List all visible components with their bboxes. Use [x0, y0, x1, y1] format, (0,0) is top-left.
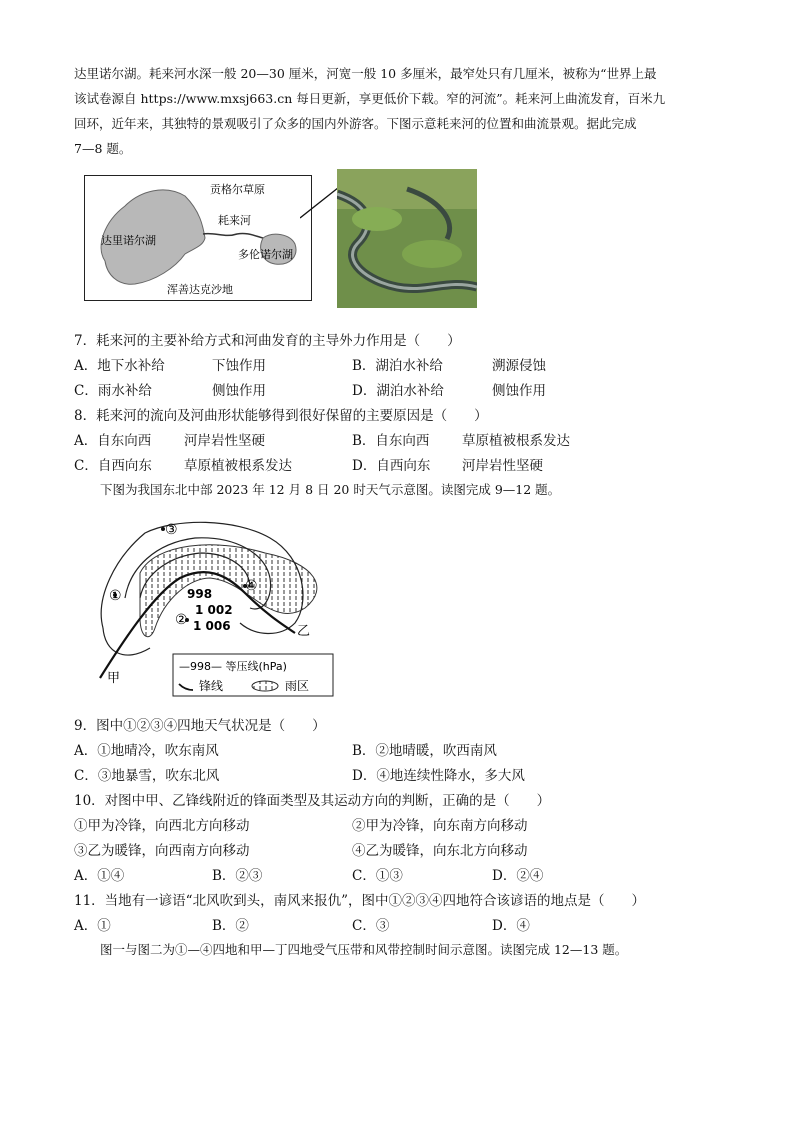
q9-stem: 9．图中①②③④四地天气状况是（ ）	[74, 718, 326, 734]
q8-option-d-b: 河岸岩性坚硬	[462, 458, 543, 474]
q7-option-d[interactable]: D．湖泊水补给	[352, 383, 444, 399]
q7-option-a[interactable]: A．地下水补给	[74, 358, 165, 374]
intro-line-4: 7—8 题。	[74, 141, 132, 156]
pressure-belt-intro: 图一与图二为①—④四地和甲—丁四地受气压带和风带控制时间示意图。读图完成 12—13 题。	[100, 942, 628, 957]
map-label-hunshandake: 浑善达克沙地	[167, 283, 233, 296]
q8-stem: 8．耗来河的流向及河曲形状能够得到很好保留的主要原因是（ ）	[74, 408, 488, 424]
q10-statement-1: ①甲为冷锋，向西北方向移动	[74, 818, 250, 834]
isobar-998-label: 998	[187, 587, 213, 601]
intro-line-1: 达里诺尔湖。耗来河水深一般 20—30 厘米，河宽一般 10 多厘米，最窄处只有几厘米，被称为“世界上最	[74, 66, 657, 81]
place-4-label: ④	[245, 578, 258, 594]
river-location-map	[84, 175, 312, 301]
legend-isobar: —998— 等压线(hPa)	[179, 660, 287, 673]
legend-front: 锋线	[199, 679, 224, 693]
q11-option-d[interactable]: D．④	[492, 918, 530, 934]
hailai-river-line	[203, 233, 263, 238]
q10-statement-2: ②甲为冷锋，向东南方向移动	[352, 818, 528, 834]
q9-option-d[interactable]: D．④地连续性降水，多大风	[352, 768, 525, 784]
legend-rain: 雨区	[285, 679, 310, 693]
q8-option-b-b: 草原植被根系发达	[462, 433, 570, 449]
q10-option-a[interactable]: A．①④	[74, 868, 125, 884]
q7-option-c[interactable]: C．雨水补给	[74, 383, 152, 399]
weather-diagram	[95, 518, 345, 698]
q8-option-c-b: 草原植被根系发达	[184, 458, 292, 474]
q7-option-b-b: 溯源侵蚀	[492, 358, 546, 374]
place-3-label: ③	[165, 522, 178, 538]
q8-option-d[interactable]: D．自西向东	[352, 458, 431, 474]
q10-option-d[interactable]: D．②④	[492, 868, 544, 884]
q8-option-c[interactable]: C．自西向东	[74, 458, 152, 474]
q7-option-d-b: 侧蚀作用	[492, 383, 546, 399]
q9-option-c[interactable]: C．③地暴雪，吹东北风	[74, 768, 220, 784]
q7-option-c-b: 侧蚀作用	[212, 383, 266, 399]
q8-option-a-b: 河岸岩性坚硬	[184, 433, 265, 449]
map-label-hailai: 耗来河	[218, 214, 251, 227]
q10-statement-3: ③乙为暖锋，向西南方向移动	[74, 843, 250, 859]
intro-line-2: 该试卷源自 https://www.mxsj663.cn 每日更新，享更低价下载。窄的河流”。耗来河上曲流发育，百米九	[74, 91, 666, 106]
map-drawing	[85, 176, 310, 299]
q10-option-b[interactable]: B．②③	[212, 868, 263, 884]
q9-option-a[interactable]: A．①地晴冷，吹东南风	[74, 743, 219, 759]
q8-option-a[interactable]: A．自东向西	[74, 433, 152, 449]
map-label-duolun: 多伦诺尔湖	[238, 248, 293, 261]
q7-option-a-b: 下蚀作用	[212, 358, 266, 374]
q11-option-c[interactable]: C．③	[352, 918, 390, 934]
map-label-gonggeer: 贡格尔草原	[210, 183, 265, 196]
place-1-label: ①	[109, 588, 122, 604]
map-label-dali: 达里诺尔湖	[101, 234, 156, 247]
q10-statement-4: ④乙为暖锋，向东北方向移动	[352, 843, 528, 859]
place-2-label: ②	[175, 612, 188, 628]
q7-option-b[interactable]: B．湖泊水补给	[352, 358, 443, 374]
isobar-1006-label: 1 006	[193, 619, 231, 633]
q7-stem: 7．耗来河的主要补给方式和河曲发育的主导外力作用是（ ）	[74, 333, 461, 349]
meander-photo	[337, 169, 477, 308]
intro-line-3: 回环，近年来，其独特的景观吸引了众多的国内外游客。下图示意耗来河的位置和曲流景观。据此完成	[74, 116, 637, 131]
q10-option-c[interactable]: C．①③	[352, 868, 403, 884]
isobar-1002-label: 1 002	[195, 603, 233, 617]
q11-option-a[interactable]: A．①	[74, 918, 111, 934]
weather-intro: 下图为我国东北中部 2023 年 12 月 8 日 20 时天气示意图。读图完成 9—12 题。	[100, 482, 561, 497]
q9-option-b[interactable]: B．②地晴暖，吹西南风	[352, 743, 497, 759]
q11-stem: 11．当地有一谚语“北风吹到头，南风来报仇”，图中①②③④四地符合该谚语的地点是（ ）	[74, 893, 645, 909]
front-start-label: 甲	[107, 671, 121, 686]
front-end-label: 乙	[297, 624, 311, 639]
q10-stem: 10．对图中甲、乙锋线附近的锋面类型及其运动方向的判断，正确的是（ ）	[74, 793, 551, 809]
q8-option-b[interactable]: B．自东向西	[352, 433, 430, 449]
q11-option-b[interactable]: B．②	[212, 918, 249, 934]
